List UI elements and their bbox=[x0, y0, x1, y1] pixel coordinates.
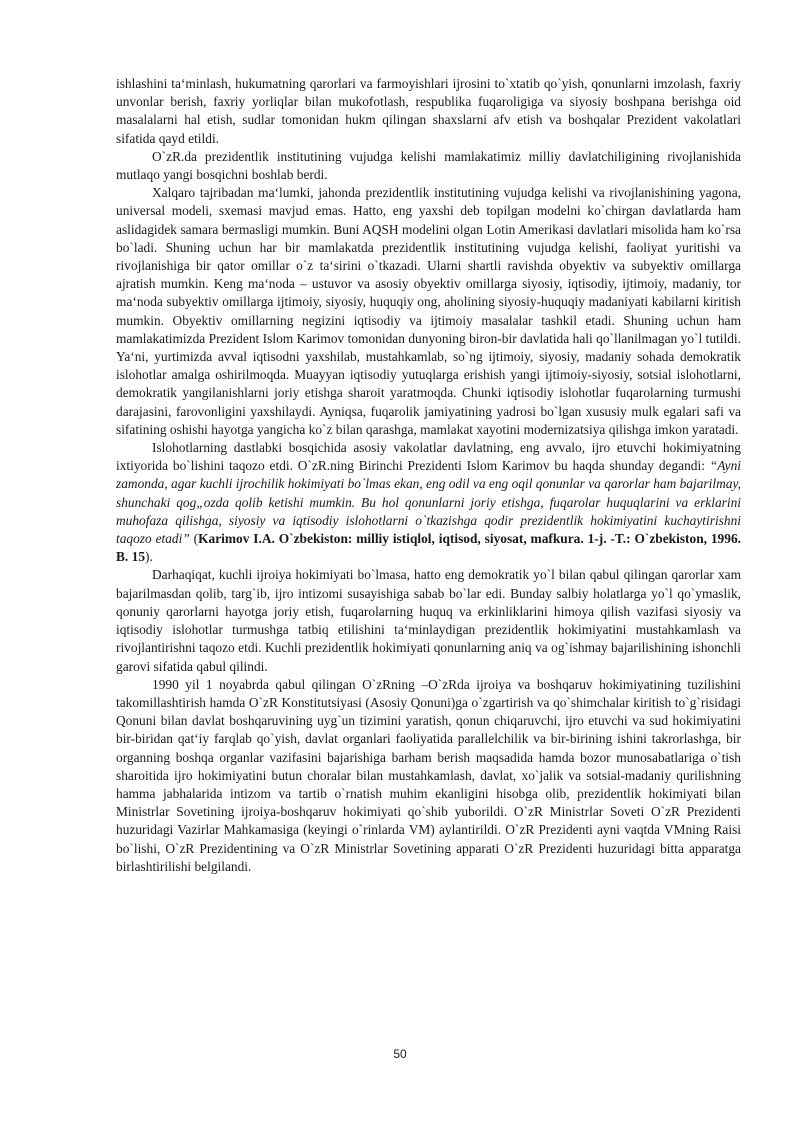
paragraph-international-experience: Xalqaro tajribadan ma‘lumki, jahonda prezidentlik institutining vujudga kelishi va rivojlanishining yagona, universal modeli, sxemasi mavjud emas. Hatto, eng yaxshi deb topilgan modelni ko`chirgan davlatlarda ham aslidagidek samara bermasligi mumkin. Buni AQSH modelini olgan Lotin Amerikasi davlatlari misolida ham ko`rsa bo`ladi. Shuning uchun har bir mamlakatda prezidentlik institutining vujudga kelishi, faoliyat yuritishi va rivojlanishiga bir qator omillar o`z ta‘sirini o`tkazadi. Ularni shartli ravishda obyektiv va subyektiv omillarga ajratish mumkin. Keng ma‘noda – ustuvor va asosiy obyektiv omillarga siyosiy, iqtisodiy, ijtimoiy, madaniy, tor ma‘noda subyektiv omillarga ijtimoiy, siyosiy, huquqiy ong, aholining siyosiy-huquqiy madaniyati kabilarni kiritish mumkin. Obyektiv omillarning negizini iqtisodiy va ijtimoiy masalalar tashkil etadi. Shuning uchun ham mamlakatimizda Prezident Islom Karimov tomonidan dunyoning biron-bir davlatida hali qo`llanilmagan yo`l tutildi. Ya‘ni, yurtimizda avval iqtisodni yaxshilab, mustahkamlab, so`ng ijtimoiy, siyosiy, madaniy sohada demokratik islohotlar amalga oshirilmoqda. Muayyan iqtisodiy yutuqlarga erishish yangi ijtimoiy-siyosiy, sotsial islohotlarni, demokratik yangilanishlarni joriy etishga sharoit yaratmoqda. Chunki iqtisodiy islohotlar fuqarolarning turmushi darajasini, farovonligini yaxshilaydi. Ayniqsa, fuqarolik jamiyatining yadrosi bo`lgan xususiy mulk egalari safi va sifatining oshishi hayotga yangicha ko`z bilan qarashga, mamlakat xayotini modernizatsiya qilishga imkon yaratadi. bbox=[116, 185, 741, 437]
quote-intro: Islohotlarning dastlabki bosqichida asosiy vakolatlar davlatning, eng avvalo, ijro etuvchi hokimiyatning ixtiyorida bo`lishini taqozo etdi. O`zR.ning Birinchi Prezidenti Islom Karimov bu haqda shunday degandi: bbox=[116, 440, 741, 474]
paragraph-presidency-stage: O`zR.da prezidentlik institutining vujudga kelishi mamlakatimiz milliy davlatchiligining rivojlanishida mutlaqo yangi bosqichni boshlab berdi. bbox=[116, 148, 741, 183]
ref-open: ( bbox=[189, 531, 199, 547]
paragraph-reforms-quote bbox=[116, 439, 741, 566]
document-body bbox=[116, 75, 741, 876]
paragraph-strong-executive: Darhaqiqat, kuchli ijroiya hokimiyati bo`lmasa, hatto eng demokratik yo`l bilan qabul qilingan qarorlar xam bajarilmasdan qolib, targ`ib, ijro intizomi susayishiga sabab bo`lar edi. Bunday salbiy holatlarga yo`l qo`ymaslik, qonuniy qarorlarni hayotga joriy etish, fuqarolarning huquq va erkinliklarini himoya qilish vazifasi siyosiy va iqtisodiy islohotlar turmushga tatbiq etilishini ta‘minlaydigan prezidentlik hokimiyatini mustahkamlash va rivojlantirishni taqozo etdi. Kuchli prezidentlik hokimiyati qonunlarning aniq va og`ishmay bajarilishining ishonchli garovi sifatida qabul qilindi. bbox=[116, 567, 741, 674]
citation-reference: Karimov I.A. O`zbekiston: milliy istiqlol, iqtisod, siyosat, mafkura. 1-j. -T.: O`zbekiston, 1996. B. 15 bbox=[116, 531, 741, 565]
ref-close: ). bbox=[145, 549, 153, 565]
paragraph-continuation: ishlashini ta‘minlash, hukumatning qarorlari va farmoyishlari ijrosini to`xtatib qo`yish, qonunlarni imzolash, faxriy unvonlar berish, faxriy yorliqlar bilan mukofotlash, respublika fuqaroligiga va siyosiy boshpana berishga oid masalalarni hal etish, sudlar tomonidan hukm qilingan shaxslarni afv etish va boshqalar Prezident vakolatlari sifatida qayd etildi. bbox=[116, 76, 741, 146]
paragraph-1990-law: 1990 yil 1 noyabrda qabul qilingan O`zRning –O`zRda ijroiya va boshqaruv hokimiyatining tuzilishini takomillashtirish hamda O`zR Konstitutsiyasi (Asosiy Qonuni)ga o`zgartirish va qo`shimchalar kiritish to`g`risidagi Qonuni bilan davlat boshqaruvining uyg`un tizimini yaratish, qonun chiqaruvchi, ijro etuvchi va sud hokimiyatini bir-biridan qat‘iy farqlab qo`yish, davlat organlari faoliyatida parallelchilik va bir-birining ishini takrorlashga, bir organning boshqa organlar vazifasini bajarishiga barham berish maqsadida hamda bozor munosabatlariga o`tish sharoitida ijro hokimiyatini butun choralar bilan mustahkamlash, davlat, xo`jalik va sotsial-madaniy qurilishning hamma jabhalarida intizom va tartib o`rnatish muhim ekanligini hisobga olib, prezidentlik hokimiyati bilan Ministrlar Sovetining ijroiya-boshqaruv hokimiyati qo`shib yuborildi. O`zR Ministrlar Soveti O`zR Prezidenti huzuridagi Vazirlar Mahkamasiga (keyingi o`rinlarda VM) aylantirildi. O`zR Prezidenti ayni vaqtda VMning Raisi bo`lishi, O`zR Prezidentining va O`zR Ministrlar Sovetining apparati O`zR Prezidenti huzuridagi bitta apparatga birlashtirilishi belgilandi. bbox=[116, 676, 741, 874]
page-number: 50 bbox=[393, 1047, 407, 1061]
karimov-quote: “Ayni zamonda, agar kuchli ijrochilik hokimiyati bo`lmas ekan, eng odil va eng oqil qonunlar va qarorlar ham bajarilmay, shunchaki qog„ozda qolib ketishi mumkin. Bu hol qonunlarni joriy etishga, fuqarolar huquqlarini va erklarini muhofaza qilishga, siyosiy va iqtisodiy islohotlarni o`tkazishga qodir prezidentlik hokimiyatini kuchaytirishni taqozo etadi” bbox=[116, 458, 741, 547]
